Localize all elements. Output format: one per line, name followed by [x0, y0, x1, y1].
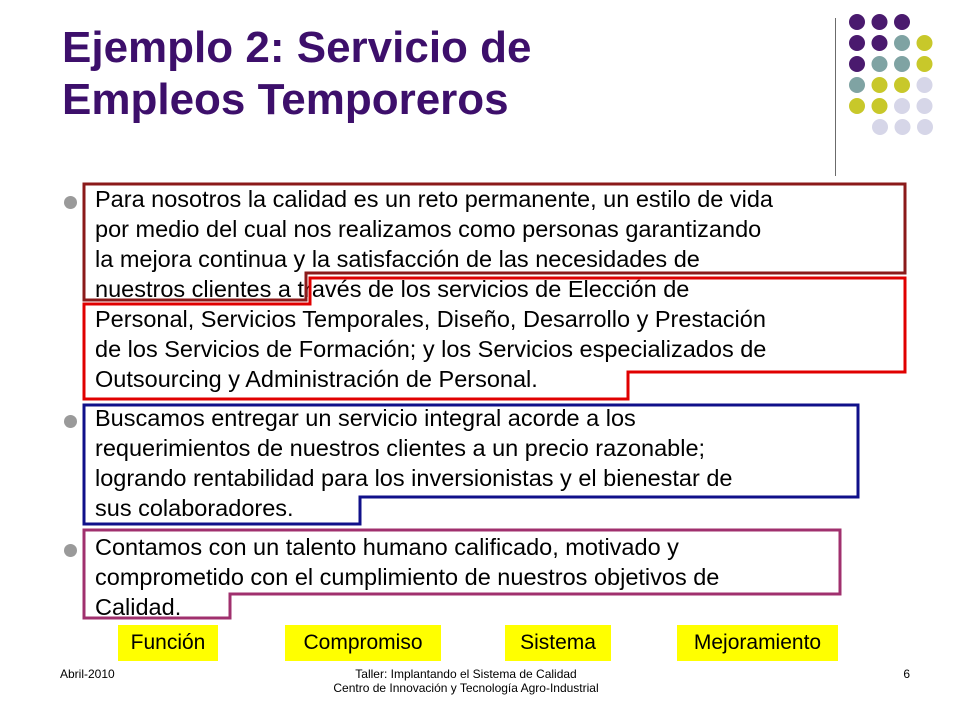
tag-system: Sistema — [505, 625, 611, 661]
bullet-dot — [64, 415, 77, 428]
paragraph-human-talent: Contamos con un talento humano calificado, motivado y comprometido con el cumplimiento de nuestros objetivos de Calidad. — [95, 534, 720, 620]
tag-commitment: Compromiso — [285, 625, 441, 661]
bullet-dot — [64, 544, 77, 557]
title-line-2: Empleos Temporeros — [62, 75, 509, 124]
paragraph-integral-service: Buscamos entregar un servicio integral acorde a los requerimientos de nuestros clientes a un precio razonable; logrando rentabilidad para los inversionistas y el bienestar de sus colaboradores. — [95, 405, 733, 521]
paragraph-quality-policy: Para nosotros la calidad es un reto permanente, un estilo de vida por medio del cual nos realizamos como personas garantizando la mejora continua y la satisfacción de las necesidades de nuestros clientes a través de los servicios de Elección de Personal, Servicios Temporales, Diseño, Desarrollo y Prestación de los Servicios de Formación; y los Servicios especializados de Outsourcing y Administración de Personal. — [95, 186, 774, 392]
page-number: 6 — [903, 667, 910, 681]
footer-institution: Centro de Innovación y Tecnología Agro-Industrial — [333, 681, 599, 695]
tag-improvement: Mejoramiento — [677, 625, 838, 661]
bullet-dot — [64, 196, 77, 209]
footer-date: Abril-2010 — [60, 667, 115, 681]
footer-workshop — [296, 667, 636, 695]
footer-workshop-title: Taller: Implantando el Sistema de Calidad — [355, 667, 577, 681]
tag-function: Función — [118, 625, 218, 661]
title-line-1: Ejemplo 2: Servicio de — [62, 23, 532, 72]
